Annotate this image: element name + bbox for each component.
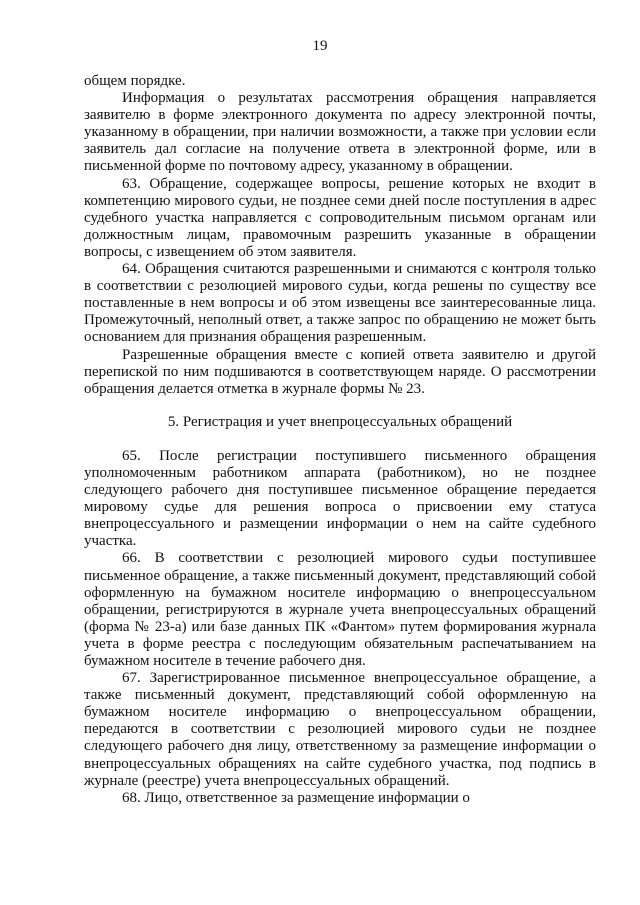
paragraph-67: 67. Зарегистрированное письменное внепроцессуальное обращение, а также письменный документ, представляющий собой оформленную на бумажном носителе информацию о внепроцессуальном обращении, передаются в соответствии с резолюцией мирового судьи не позднее следующего рабочего дня лицу, ответственному за размещение информации о внепроцессуальных обращениях на сайте судебного участка, под подпись в журнале (реестре) учета внепроцессуальных обращений. <box>84 670 596 789</box>
paragraph-63: 63. Обращение, содержащее вопросы, решение которых не входит в компетенцию мирового судьи, не позднее семи дней после поступления в адрес судебного участка направляется с сопроводительным письмом органам или должностным лицам, правомочным разрешить указанные в обращении вопросы, с извещением об этом заявителя. <box>84 175 596 260</box>
paragraph-64: 64. Обращения считаются разрешенными и снимаются с контроля только в соответствии с резолюцией мирового судьи, когда решены по существу все поставленные в нем вопросы и об этом извещены все заинтересованные лица. Промежуточный, неполный ответ, а также запрос по обращению не может быть основанием для признания обращения разрешенным. <box>84 261 596 346</box>
body-text <box>84 73 596 807</box>
paragraph-68: 68. Лицо, ответственное за размещение информации о <box>122 789 470 806</box>
section-title: 5. Регистрация и учет внепроцессуальных обращений <box>167 413 513 430</box>
paragraph-resolved-appeals: Разрешенные обращения вместе с копией ответа заявителю и другой перепиской по ним подшиваются в соответствующем наряде. О рассмотрении обращения делается отметка в журнале формы № 23. <box>84 346 596 397</box>
paragraph-66: 66. В соответствии с резолюцией мирового судьи поступившее письменное обращение, а также письменный документ, представляющий собой оформленную на бумажном носителе информацию о внепроцессуальном обращении, регистрируются в журнале учета внепроцессуальных обращений (форма № 23-а) или базе данных ПК «Фантом» путем формирования журнала учета в форме реестра с последующим обязательным распечатыванием на бумажном носителе в течение рабочего дня. <box>84 550 596 669</box>
paragraph-continuation: общем порядке. <box>84 73 186 89</box>
page-number: 19 <box>312 38 328 54</box>
paragraph-response-delivery: Информация о результатах рассмотрения обращения направляется заявителю в форме электронного документа по адресу электронной почты, указанному в обращении, при наличии возможности, а также при условии если заявитель дал согласие на получение ответа в электронной форме, или в письменной форме по почтовому адресу, указанному в обращении. <box>84 90 596 175</box>
paragraph-65: 65. После регистрации поступившего письменного обращения уполномоченным работником аппарата (работником), но не позднее следующего рабочего дня поступившее письменное обращение передается мировому судье для решения вопроса о присвоении ему статуса внепроцессуального и размещении информации о нем на сайте судебного участка. <box>84 447 596 550</box>
